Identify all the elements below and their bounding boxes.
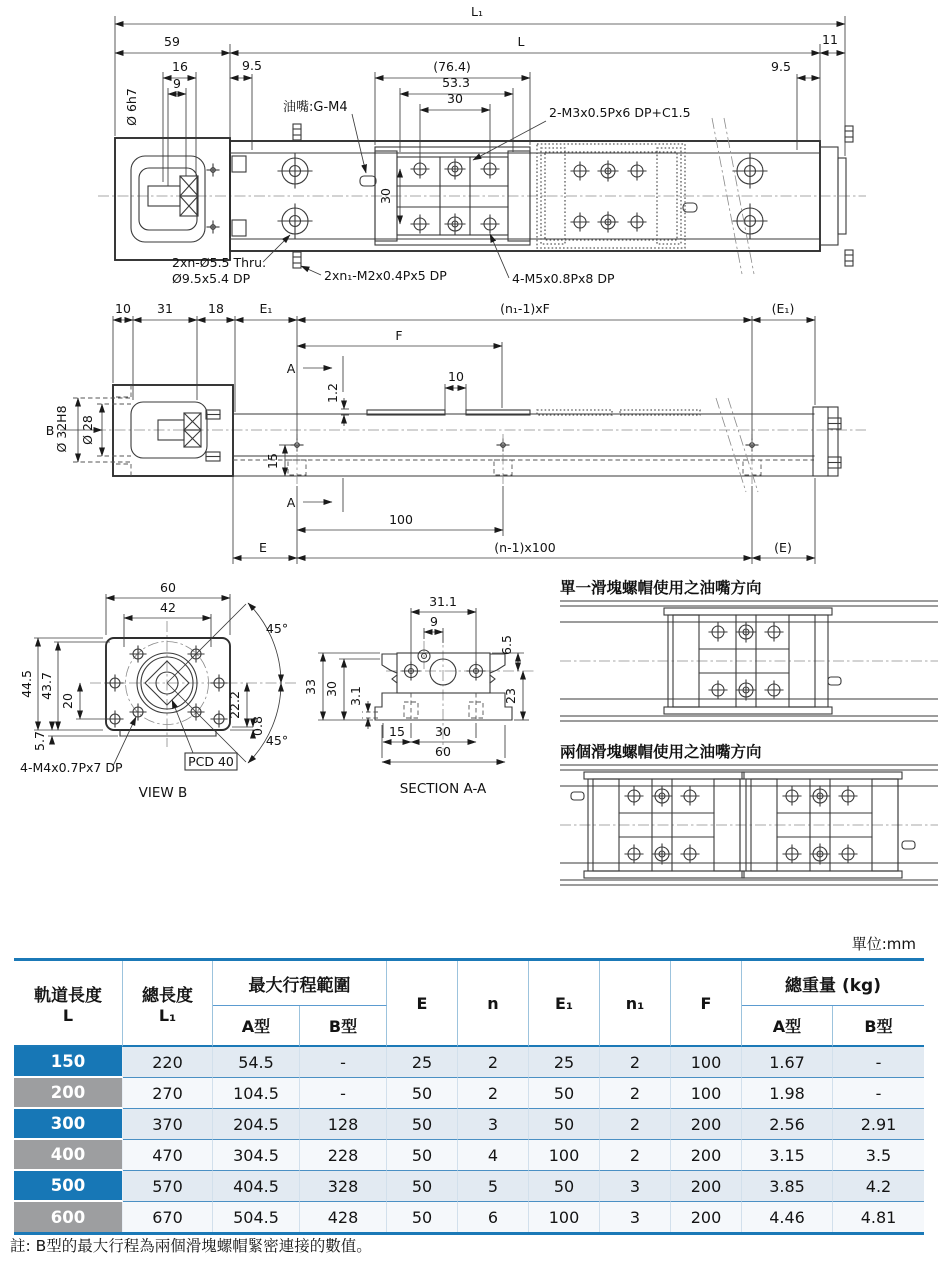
m5-thread-label: 4-M5x0.8Px8 DP: [512, 271, 615, 286]
rail-length-cell: 600: [14, 1202, 123, 1232]
dim-E1: E₁: [259, 301, 273, 316]
table-cell: 100: [529, 1140, 600, 1171]
top-view-geometry: [98, 118, 866, 274]
table-cell: 50: [529, 1109, 600, 1140]
dim-76_4: (76.4): [433, 59, 471, 74]
table-cell: 50: [387, 1202, 458, 1232]
table-cell: 54.5: [213, 1047, 300, 1078]
header-weight-type-b: B型: [833, 1006, 924, 1047]
table-cell: 470: [123, 1140, 213, 1171]
table-cell: 4.2: [833, 1171, 924, 1202]
table-cell: 50: [529, 1171, 600, 1202]
dim-6_5: 6.5: [499, 635, 514, 655]
table-cell: 25: [529, 1047, 600, 1078]
dim-dia-28: Ø 28: [80, 415, 95, 445]
header-e: E: [387, 961, 458, 1047]
dim-59: 59: [164, 34, 180, 49]
table-cell: 3: [600, 1171, 671, 1202]
table-cell: 4.81: [833, 1202, 924, 1232]
section-label-a-top: A: [286, 361, 296, 376]
table-cell: 2.56: [742, 1109, 833, 1140]
table-cell: -: [300, 1047, 387, 1078]
section-label-a-bottom: A: [286, 495, 296, 510]
thru-holes-label-1: 2xn-Ø5.5 Thru.: [172, 255, 267, 270]
table-cell: 4: [458, 1140, 529, 1171]
table-cell: 270: [123, 1078, 213, 1109]
footnote: 註: B型的最大行程為兩個滑塊螺帽緊密連接的數值。: [10, 1237, 372, 1255]
spec-table-header: [14, 961, 924, 1047]
view-label-b: B: [45, 423, 55, 438]
dim-F: F: [395, 328, 403, 343]
header-max-stroke: 最大行程範圍: [213, 961, 387, 1006]
dim-45-top: 45°: [265, 621, 289, 636]
dim-10: 10: [115, 301, 131, 316]
table-cell: 2.91: [833, 1109, 924, 1140]
table-cell: 504.5: [213, 1202, 300, 1232]
table-cell: 428: [300, 1202, 387, 1232]
table-cell: 2: [458, 1047, 529, 1078]
dim-22_2: 22.2: [227, 691, 242, 719]
dim-n1xF: (n₁-1)xF: [500, 301, 550, 316]
dim-45-bottom: 45°: [265, 733, 289, 748]
table-cell: 100: [671, 1047, 742, 1078]
table-row: [14, 1171, 924, 1202]
top-view-dimensions: [115, 4, 845, 286]
table-cell: 50: [387, 1078, 458, 1109]
rail-length-cell: 400: [14, 1140, 123, 1171]
table-cell: -: [833, 1078, 924, 1109]
dim-E: E: [259, 540, 267, 555]
dim-11: 11: [822, 32, 838, 47]
section-aa-dimensions: [303, 594, 529, 797]
dim-9: 9: [173, 76, 181, 91]
oil-nipple-right: [902, 841, 915, 849]
table-cell: 4.46: [742, 1202, 833, 1232]
table-cell: 1.67: [742, 1047, 833, 1078]
table-cell: 570: [123, 1171, 213, 1202]
dim-30b: 30: [435, 724, 451, 739]
oil-direction-double-diagram: [560, 763, 938, 887]
table-cell: 6: [458, 1202, 529, 1232]
dim-30: 30: [447, 91, 463, 106]
m2-thread-label: 2xn₁-M2x0.4Px5 DP: [324, 268, 447, 283]
table-cell: 3: [600, 1202, 671, 1232]
header-rail-length-text: 軌道長度: [34, 986, 102, 1006]
table-cell: 3.15: [742, 1140, 833, 1171]
view-b-drawing: [0, 575, 320, 805]
dim-31: 31: [157, 301, 173, 316]
header-weight-type-a: A型: [742, 1006, 833, 1047]
table-cell: 200: [671, 1140, 742, 1171]
header-stroke-type-a: A型: [213, 1006, 300, 1047]
header-total-length-symbol: L₁: [158, 1006, 177, 1025]
section-aa-caption: SECTION A-A: [399, 781, 487, 797]
dim-9_5-right: 9.5: [771, 59, 791, 74]
table-cell: 50: [529, 1078, 600, 1109]
table-cell: 100: [529, 1202, 600, 1232]
view-b-caption: VIEW B: [138, 785, 188, 801]
table-cell: 328: [300, 1171, 387, 1202]
table-cell: 228: [300, 1140, 387, 1171]
dim-30-vertical: 30: [378, 188, 393, 204]
dim-1_2: 1.2: [325, 383, 340, 403]
table-cell: 50: [387, 1109, 458, 1140]
spec-table: [14, 958, 924, 1235]
header-f: F: [671, 961, 742, 1047]
dim-43_7: 43.7: [39, 672, 54, 700]
table-cell: 3.85: [742, 1171, 833, 1202]
dim-L: L: [517, 34, 525, 49]
header-n1: n₁: [600, 961, 671, 1047]
oil-nipple: [360, 176, 376, 186]
table-row: [14, 1047, 924, 1078]
m3-thread-label: 2-M3x0.5Px6 DP+C1.5: [549, 105, 691, 120]
oil-nipple: [828, 677, 841, 685]
table-cell: 3.5: [833, 1140, 924, 1171]
table-cell: 2: [600, 1078, 671, 1109]
dim-44_5: 44.5: [19, 670, 34, 698]
oil-nipple-left: [571, 792, 584, 800]
top-view-drawing: [0, 0, 938, 300]
side-view-geometry: [95, 385, 866, 492]
header-n: n: [458, 961, 529, 1047]
rail-length-cell: 300: [14, 1109, 123, 1140]
table-cell: 50: [387, 1140, 458, 1171]
table-cell: 128: [300, 1109, 387, 1140]
m4-thread-label: 4-M4x0.7Px7 DP: [20, 760, 123, 775]
oil-nipple-label: 油嘴:G-M4: [283, 100, 348, 115]
table-cell: 2: [600, 1140, 671, 1171]
table-row: [14, 1109, 924, 1140]
table-cell: 5: [458, 1171, 529, 1202]
dim-9_5-left: 9.5: [242, 58, 262, 73]
table-row: [14, 1202, 924, 1232]
dim-53_3: 53.3: [442, 75, 470, 90]
dim-18: 18: [208, 301, 224, 316]
dim-5_7: 5.7: [32, 731, 47, 751]
dim-L1: L₁: [471, 4, 483, 19]
dim-dia-6h7: Ø 6h7: [124, 88, 139, 126]
dim-E-paren: (E): [774, 540, 792, 555]
table-row: [14, 1140, 924, 1171]
dim-100: 100: [389, 512, 413, 527]
table-cell: 2: [458, 1078, 529, 1109]
rail-length-cell: 500: [14, 1171, 123, 1202]
spec-table-body: [14, 1047, 924, 1232]
rail-length-cell: 200: [14, 1078, 123, 1109]
table-cell: 25: [387, 1047, 458, 1078]
dim-33: 33: [303, 679, 318, 695]
dim-15: 15: [265, 453, 280, 469]
table-cell: 404.5: [213, 1171, 300, 1202]
table-cell: 670: [123, 1202, 213, 1232]
header-e1: E₁: [529, 961, 600, 1047]
header-stroke-type-b: B型: [300, 1006, 387, 1047]
header-rail-length-symbol: L: [62, 1006, 74, 1025]
dim-n-1x100: (n-1)x100: [494, 540, 556, 555]
dim-15: 15: [389, 724, 405, 739]
table-cell: 370: [123, 1109, 213, 1140]
table-cell: 2: [600, 1047, 671, 1078]
dim-23: 23: [503, 688, 518, 704]
table-row: [14, 1078, 924, 1109]
table-cell: 200: [671, 1202, 742, 1232]
thru-holes-label-2: Ø9.5x5.4 DP: [172, 271, 251, 286]
oil-direction-double-title: 兩個滑塊螺帽使用之油嘴方向: [560, 743, 762, 761]
dim-31_1: 31.1: [429, 594, 457, 609]
table-cell: 220: [123, 1047, 213, 1078]
dim-60: 60: [160, 580, 176, 595]
side-view-drawing: [0, 300, 938, 575]
oil-direction-single-title: 單一滑塊螺帽使用之油嘴方向: [560, 579, 762, 597]
dim-3_1: 3.1: [348, 686, 363, 706]
table-cell: 100: [671, 1078, 742, 1109]
table-cell: 200: [671, 1171, 742, 1202]
side-view-dimensions: [46, 301, 815, 564]
pcd-label: PCD 40: [188, 754, 234, 769]
rail-length-cell: 150: [14, 1047, 123, 1078]
dim-30: 30: [324, 681, 339, 697]
view-b-dimensions: [19, 580, 288, 801]
dim-dia-32h8: Ø 32H8: [54, 405, 69, 453]
dim-E1-paren: (E₁): [771, 301, 795, 316]
header-total-weight: 總重量 (kg): [742, 961, 924, 1006]
table-cell: 50: [387, 1171, 458, 1202]
table-cell: -: [300, 1078, 387, 1109]
header-total-length-text: 總長度: [142, 986, 193, 1006]
table-cell: -: [833, 1047, 924, 1078]
table-cell: 3: [458, 1109, 529, 1140]
unit-label: 單位:mm: [851, 935, 916, 953]
dim-20: 20: [60, 693, 75, 709]
table-cell: 200: [671, 1109, 742, 1140]
oil-direction-single-diagram: [560, 599, 938, 723]
table-cell: 2: [600, 1109, 671, 1140]
header-total-length: [123, 961, 213, 1047]
header-rail-length: [14, 961, 123, 1047]
dim-16: 16: [172, 59, 188, 74]
dim-0_8: 0.8: [250, 716, 265, 736]
dim-60: 60: [435, 744, 451, 759]
dim-9: 9: [430, 614, 438, 629]
section-aa-drawing: [300, 575, 565, 805]
table-cell: 304.5: [213, 1140, 300, 1171]
table-cell: 104.5: [213, 1078, 300, 1109]
dim-42: 42: [160, 600, 176, 615]
table-cell: 204.5: [213, 1109, 300, 1140]
table-cell: 1.98: [742, 1078, 833, 1109]
dim-10b: 10: [448, 369, 464, 384]
